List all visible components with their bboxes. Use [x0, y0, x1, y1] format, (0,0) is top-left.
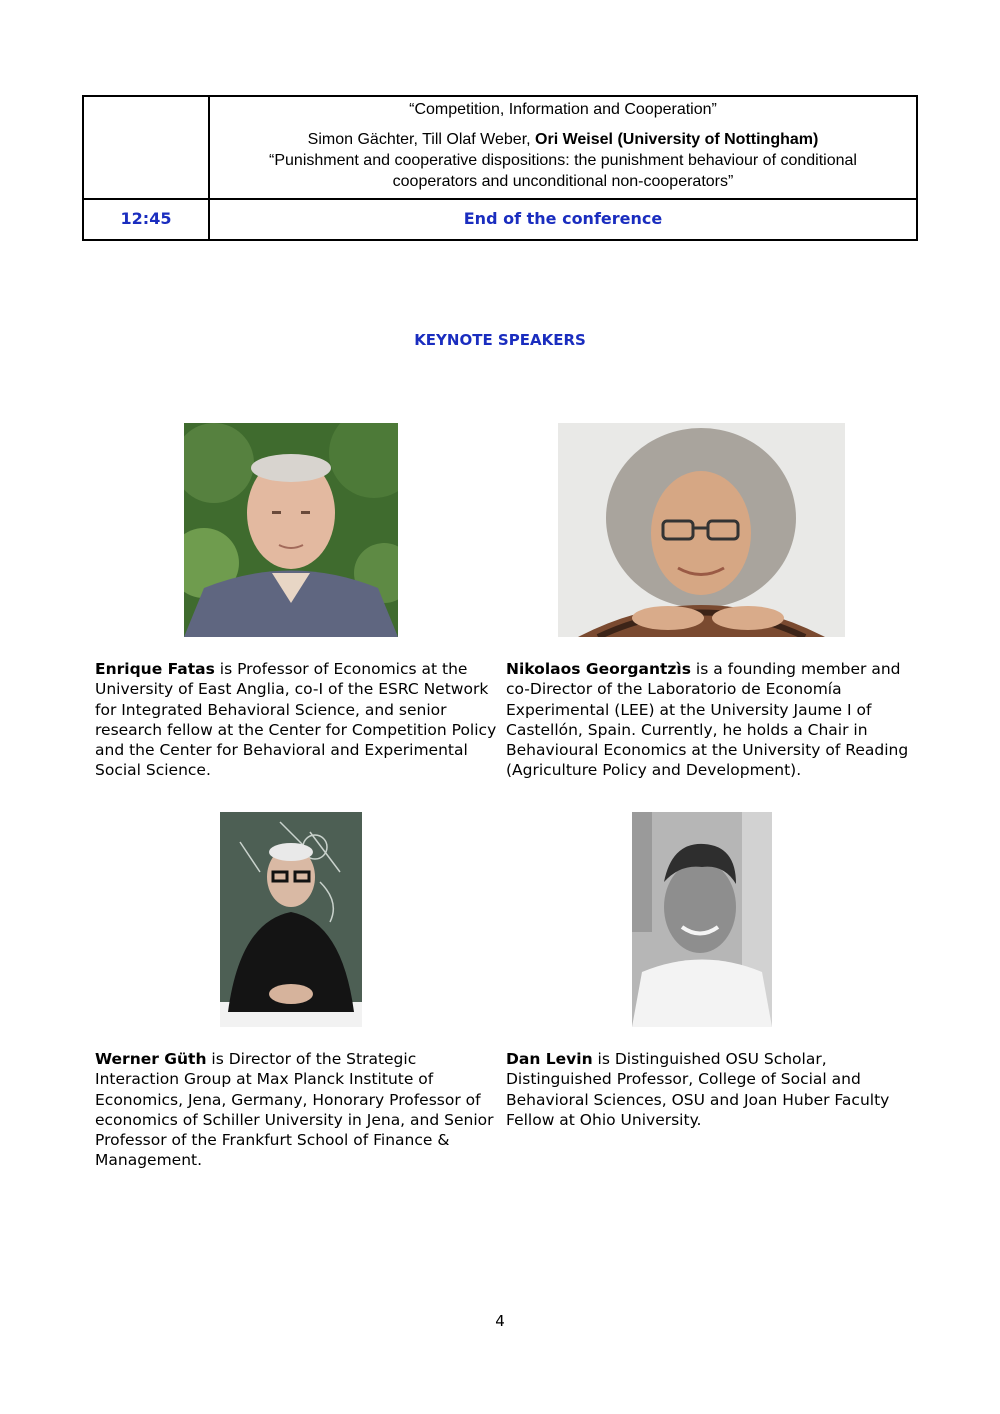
end-time: 12:45 — [120, 209, 172, 228]
bio-line: Management. — [95, 1151, 203, 1170]
speaker-bio-guth — [95, 1049, 494, 1171]
bio-text: is Director of the Strategic — [206, 1050, 417, 1068]
bio-text: is Professor of Economics at the — [214, 660, 468, 678]
bio-line — [506, 1049, 889, 1069]
bio-line: co-Director of the Laboratorio de Economía — [506, 680, 842, 699]
paper-title-line1: “Punishment and cooperative dispositions: the punishment behaviour of conditional — [269, 152, 857, 169]
bio-line: Behavioral Sciences, OSU and Joan Huber Faculty — [506, 1090, 890, 1109]
speaker-photo-georgantzis — [558, 423, 845, 637]
speaker-name: Dan Levin — [506, 1050, 593, 1068]
bio-line — [95, 1049, 494, 1069]
bio-line: Castellón, Spain. Currently, he holds a Chair in — [506, 720, 868, 739]
speaker-photo-levin — [632, 812, 772, 1027]
bio-text: is Distinguished OSU Scholar, — [592, 1050, 827, 1068]
paper-title-line2: cooperators and unconditional non-cooperators” — [392, 173, 734, 190]
bio-line: Experimental (LEE) at the University Jaume I of — [506, 700, 872, 719]
bio-line: (Agriculture Policy and Development). — [506, 761, 802, 780]
speaker-name: Enrique Fatas — [95, 660, 215, 678]
session-title: “Competition, Information and Cooperation” — [409, 101, 717, 118]
speaker-bio-georgantzis — [506, 659, 908, 781]
paper-authors — [210, 129, 916, 150]
bio-line — [95, 659, 496, 679]
paper-authors-plain: Simon Gächter, Till Olaf Weber, — [307, 131, 536, 148]
bio-line: Social Science. — [95, 761, 211, 780]
bio-line: for Integrated Behavioral Science, and senior — [95, 700, 447, 719]
bio-line: research fellow at the Center for Competition Policy — [95, 720, 497, 739]
bio-line: Professor of the Frankfurt School of Finance & — [95, 1131, 450, 1150]
table-row-divider — [84, 198, 916, 200]
keynote-heading: KEYNOTE SPEAKERS — [414, 331, 586, 349]
speaker-photo-fatas — [184, 423, 398, 637]
bio-line: Economics, Jena, Germany, Honorary Professor of — [95, 1090, 481, 1109]
bio-text: is a founding member and — [690, 660, 901, 678]
bio-line: Behavioural Economics at the University of Reading — [506, 741, 909, 760]
page-number: 4 — [495, 1312, 505, 1330]
speaker-name: Nikolaos Georgantzìs — [506, 660, 691, 678]
bio-line: University of East Anglia, co-I of the ESRC Network — [95, 680, 489, 699]
schedule-table — [82, 95, 918, 241]
speaker-photo-guth — [220, 812, 362, 1027]
bio-line: Fellow at Ohio University. — [506, 1110, 702, 1129]
speaker-bio-levin — [506, 1049, 889, 1130]
speaker-name: Werner Güth — [95, 1050, 207, 1068]
bio-line: Distinguished Professor, College of Social and — [506, 1070, 861, 1089]
speaker-bio-fatas — [95, 659, 496, 781]
end-of-conference-label: End of the conference — [463, 209, 663, 228]
bio-line: economics of Schiller University in Jena, and Senior — [95, 1110, 494, 1129]
bio-line — [506, 659, 908, 679]
paper-authors-bold: Ori Weisel (University of Nottingham) — [535, 131, 819, 148]
bio-line: and the Center for Behavioral and Experimental — [95, 741, 468, 760]
bio-line: Interaction Group at Max Planck Institute of — [95, 1070, 434, 1089]
